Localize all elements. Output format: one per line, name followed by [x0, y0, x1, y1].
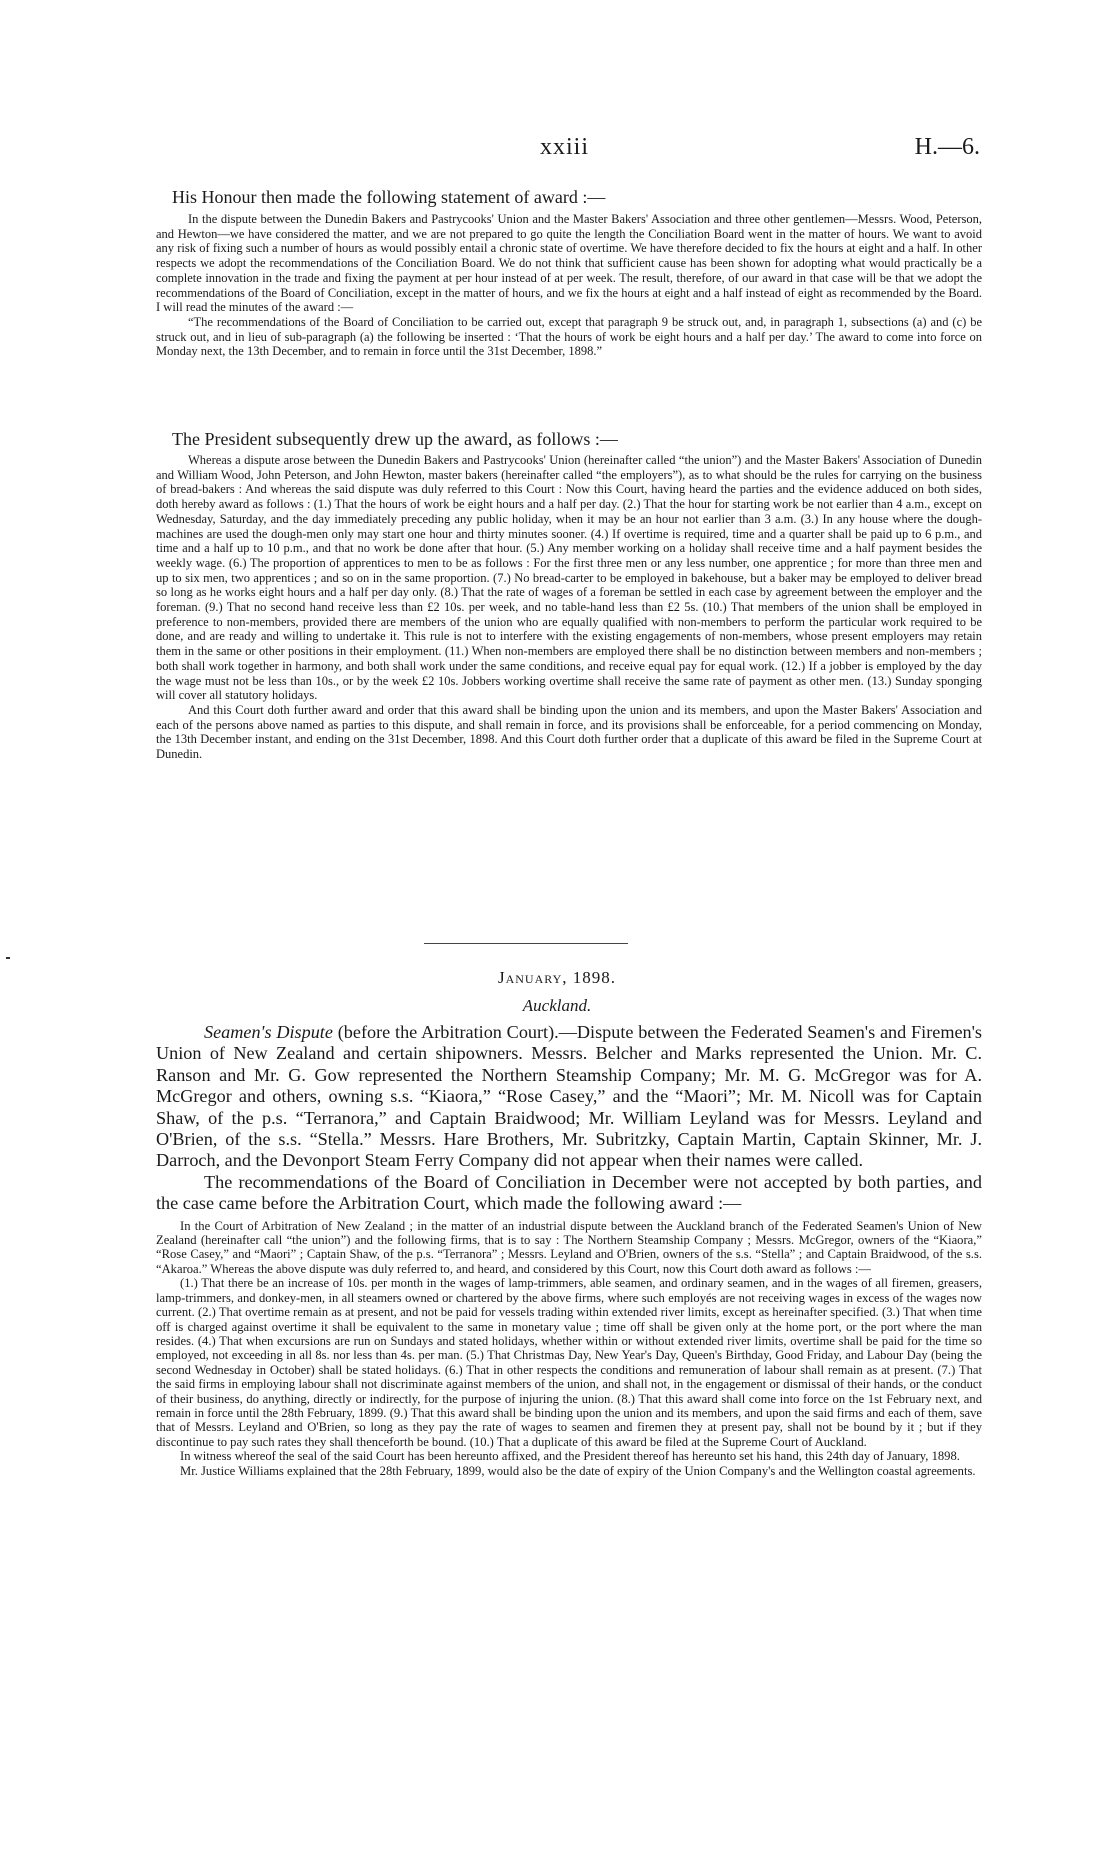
closing-note: Mr. Justice Williams explained that the 28th February, 1899, would also be the date of expiry of the Union Company's and the Wellington coastal agreements. — [180, 1463, 976, 1478]
margin-mark — [6, 957, 10, 959]
dispute-title: Seamen's Dispute — [204, 1022, 333, 1042]
section-date: January, 1898. — [497, 968, 617, 987]
minutes-quote: “The recommendations of the Board of Conciliation to be carried out, except that paragraph 9 be struck out, and, in paragraph 1, subsections (a) and (c) be struck out, and in lieu of sub-paragraph (a) the following be inserted : ‘That the hours of work be eight hours and a half per day.’ The award to come into force on Monday next, the 13th December, and to remain in force until the 31st December, 1898.” — [156, 314, 982, 359]
award-terms-paragraph: Whereas a dispute arose between the Dunedin Bakers and Pastrycooks' Union (hereinafter called “the union”) and the Master Bakers' Association of Dunedin and William Wood, John Peterson, and John Hewton, master bakers (hereinafter called “the employers”), as to what should be the rules for carrying on the business of bread-bakers : And whereas the said dispute was duly referred to this Court : Now this Court, having heard the parties and the evidence adduced on both sides, doth hereby award as follows : (1.) That the hours of work be eight hours and a half per day. (2.) That the hour for starting work be not earlier than 4 a.m., except on Wednesday, Saturday, and the day immediately preceding any public holiday, when it may be an hour not earlier than 3 a.m. (3.) In any house where the dough-machines are used the dough-men only may start one hour and thirty minutes sooner. (4.) If overtime is required, time and a quarter shall be paid up to 6 p.m., and time and a half up to 10 p.m., and that no work be done after that hour. (5.) Any member working on a holiday shall receive time and a half payment besides the weekly wage. (6.) The proportion of apprentices to men to be as follows : For the first three men or any less number, one apprentice ; for more than three men and up to six men, two apprentices ; and so on in the same proportion. (7.) No bread-carter to be employed in bakehouse, but a baker may be employed to deliver bread so long as he works eight hours and a half per day only. (8.) That the rate of wages of a foreman be settled in each case by agreement between the employer and the foreman. (9.) That no second hand receive less than £2 10s. per week, and no table-hand less than £2 5s. (10.) That members of the union shall be employed in preference to non-members, provided there are members of the union who are equally qualified with non-members to perform the particular work required to be done, and are ready and willing to undertake it. This rule is not to interfere with the existing engagements of non-members, whose present employers may retain them in the same or other positions in their employment. (11.) When non-members are employed there shall be no distinction between members and non-members ; both shall work together in harmony, and both shall work under the same conditions, and receive equal pay for equal work. (12.) If a jobber is employed by the day the wage must not be less than 10s., or by the week £2 10s. Jobbers working overtime shall receive the same rate of payment as other men. (13.) Sunday sponging will cover all statutory holidays. — [156, 453, 982, 703]
section-divider — [424, 943, 628, 944]
dispute-summary — [156, 1022, 982, 1172]
seamens-dispute-section — [156, 1022, 982, 1478]
statement-paragraph: In the dispute between the Dunedin Bakers and Pastrycooks' Union and the Master Bakers' Association and three other gentlemen—Messrs. Wood, Peterson, and Hewton—we have considered the matter, and we are not prepared to go quite the length the Conciliation Board went in the matter of hours. We want to avoid any risk of fixing such a number of hours as would possibly entail a chronic state of overtime. We have therefore decided to fix the hours at eight and a half. In other respects we adopt the recommendations of the Conciliation Board. We do not think that sufficient cause has been shown for adopting what would practically be a complete innovation in the trade and fixing the payment at per hour instead of at per week. The result, therefore, of our award in that case will be that we adopt the recommendations of the Board of Conciliation, except in the matter of hours, and we fix the hours at eight and a half instead of eight as recommended by the Board. I will read the minutes of the award :— — [156, 212, 982, 315]
page-header — [0, 134, 1114, 174]
court-award-terms: (1.) That there be an increase of 10s. per month in the wages of lamp-trimmers, able seamen, and ordinary seamen, and in the wages of all firemen, greasers, lamp-trimmers, and donkey-men, in all steamers owned or chartered by the above firms, where such employés are not receiving wages in excess of the wages now current. (2.) That overtime remain as at present, and not be paid for vessels trading within extended river limits, except as hereinafter specified. (3.) That when time off is charged against overtime it shall be equivalent to the same in monetary value ; time off shall be given only at the home port, or the port where the man resides. (4.) That when excursions are run on Sundays and stated holidays, whether within or without extended river limits, overtime shall be paid for the time so employed, not exceeding in all 8s. nor less than 4s. per man. (5.) That Christmas Day, New Year's Day, Queen's Birthday, Good Friday, and Labour Day (being the second Wednesday in October) shall be stated holidays. (6.) That in other respects the conditions and remuneration of labour shall remain as at present. (7.) That the said firms in employing labour shall not discriminate against members of the union, and shall not, in the engagement or dismissal of their hands, or the conduct of their business, do anything, directly or indirectly, for the purpose of injuring the union. (8.) That this award shall come into force on the 1st February next, and remain in force until the 28th February, 1899. (9.) That this award shall be binding upon the union and its members, and upon the said firms and each of them, save that of Messrs. Leyland and O'Brien, so long as they pay the rate of wages to seamen and firemen they at present pay, shall not be bound by it ; but if they discontinue to pay such rates they shall thenceforth be bound. (10.) That a duplicate of this award be filed at the Supreme Court of Auckland. — [156, 1276, 982, 1449]
president-intro: The President subsequently drew up the award, as follows :— — [172, 429, 618, 449]
award-statement-section — [156, 186, 982, 359]
section-place: Auckland. — [522, 996, 592, 1015]
document-reference: H.—6. — [914, 134, 980, 160]
witness-clause: In witness whereof the seal of the said Court has been hereunto affixed, and the President thereof has hereunto set his hand, this 24th day of January, 1898. — [180, 1449, 960, 1464]
award-terms-section — [156, 428, 982, 762]
award-binding-paragraph: And this Court doth further award and order that this award shall be binding upon the union and its members, and upon the Master Bakers' Association and each of the persons above named as parties to this dispute, and shall remain in force, and its provisions shall be enforceable, for a period commencing on Monday, the 13th December instant, and ending on the 31st December, 1898. And this Court doth further order that a duplicate of this award be filed in the Supreme Court at Dunedin. — [156, 702, 982, 762]
page-number: xxiii — [540, 134, 590, 160]
dispute-summary-text: (before the Arbitration Court).—Dispute between the Federated Seamen's and Firemen's Union of New Zealand and certain shipowners. Messrs. Belcher and Marks represented the Union. Mr. C. Ranson and Mr. G. Gow represented the Northern Steamship Company; Mr. M. G. McGregor was for A. McGregor and others, owning s.s. “Kiaora,” “Rose Casey,” and the “Maori”; Mr. M. Nicoll was for Captain Shaw, of the p.s. “Terranora,” and Captain Braidwood; Mr. William Leyland was for Messrs. Leyland and O'Brien, of the s.s. “Stella.” Messrs. Hare Brothers, Mr. Subritzky, Captain Martin, Captain Skinner, Mr. J. Darroch, and the Devonport Steam Ferry Company did not appear when their names were called. — [156, 1022, 982, 1171]
statement-intro: His Honour then made the following statement of award :— — [172, 187, 606, 207]
court-preamble: In the Court of Arbitration of New Zealand ; in the matter of an industrial dispute between the Auckland branch of the Federated Seamen's Union of New Zealand (hereinafter call “the union”) and the following firms, that is to say : The Northern Steamship Company ; Messrs. McGregor, owners of the “Kiaora,” “Rose Casey,” and “Maori” ; Captain Shaw, of the p.s. “Terranora” ; Messrs. Leyland and O'Brien, owners of the s.s. “Stella” ; and Captain Braidwood, of the s.s. “Akaroa.” Whereas the above dispute was duly referred to, and heard, and considered by this Court, now this Court doth award as follows :— — [156, 1218, 982, 1276]
recommendations-paragraph: The recommendations of the Board of Conciliation in December were not accepted by both parties, and the case came before the Arbitration Court, which made the following award :— — [156, 1171, 982, 1214]
